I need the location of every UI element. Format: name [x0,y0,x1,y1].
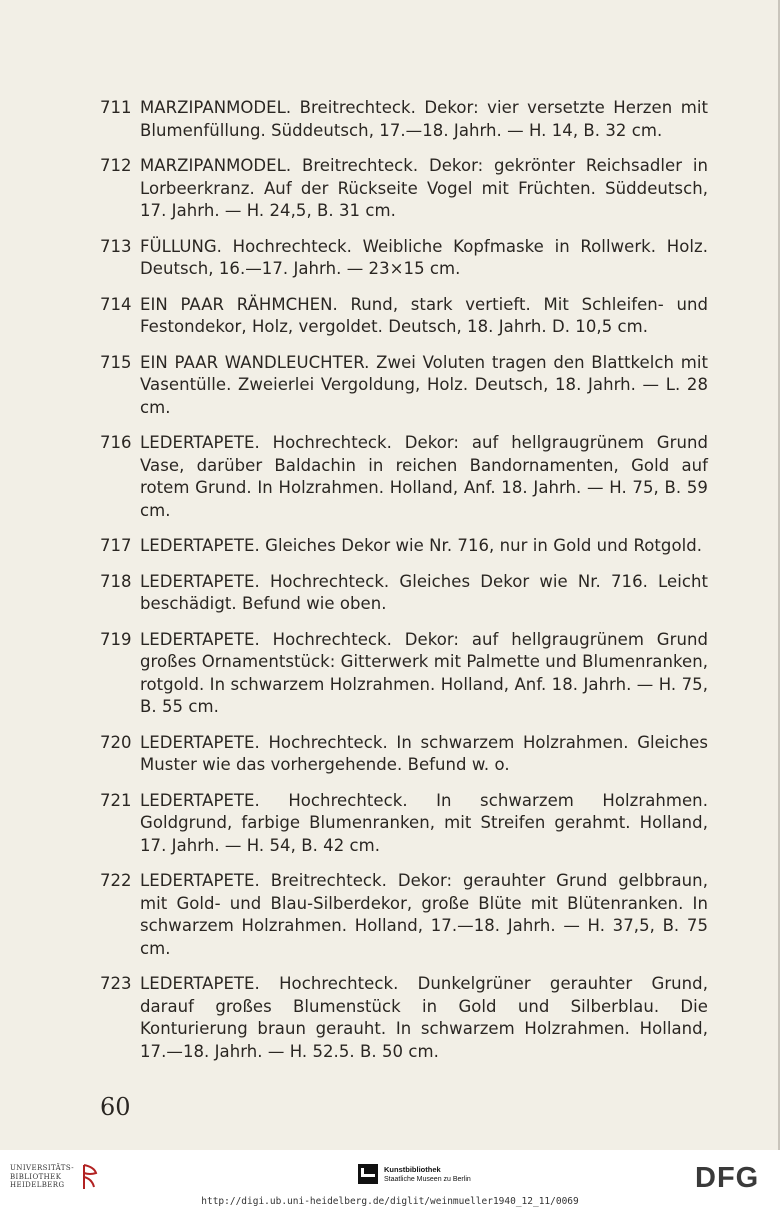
entry-number: 718 [100,571,132,591]
entry-number: 723 [100,974,132,993]
catalog-entry [100,352,708,420]
kunstbibliothek-logo[interactable] [358,1164,471,1184]
catalog-entry [100,973,708,1063]
entry-number: 721 [100,790,132,810]
entry-text: LEDERTAPETE. Hochrechteck. Dunkelgrüner gerauhter Grund, darauf großes Blumenstück in Gold und Silberblau. Die Konturierung braun gerauht. In schwarzem Holzrahmen. Holland, 17.—18. Jahrh. — H. 52.5. B. 50 cm. [140,974,708,1061]
entry-text: MARZIPANMODEL. Breitrechteck. Dekor: vier versetzte Herzen mit Blumenfüllung. Süddeutsch, 17.—18. Jahrh. — H. 14, B. 32 cm. [140,98,708,140]
catalog-entry [100,790,708,858]
catalog-entry [100,870,708,960]
kunstbibliothek-mark-icon [358,1164,378,1184]
entry-number: 715 [100,352,132,372]
dfg-text: DFG [695,1162,760,1192]
entry-text: EIN PAAR RÄHMCHEN. Rund, stark vertieft. Mit Schleifen- und Festondekor, Holz, vergoldet. Deutsch, 18. Jahrh. D. 10,5 cm. [140,294,708,336]
entry-number: 714 [100,294,132,314]
university-emblem-icon [80,1163,100,1191]
source-url[interactable]: http://digi.ub.uni-heidelberg.de/diglit/weinmueller1940_12_11/0069 [201,1196,579,1207]
university-line: UNIVERSITÄTS- [10,1164,75,1173]
entry-text: LEDERTAPETE. Hochrechteck. Dekor: auf hellgraugrünem Grund großes Ornamentstück: Gitterwerk mit Palmette und Blumenranken, rotgold. In schwarzem Holzrahmen. Holland, Anf. 18. Jahrh. — H. 75, B. 55 cm. [140,629,708,716]
entry-text: LEDERTAPETE. Hochrechteck. Dekor: auf hellgraugrünem Grund Vase, darüber Baldachin in reichen Bandornamenten, Gold auf rotem Grund. In Holzrahmen. Holland, Anf. 18. Jahrh. — H. 75, B. 59 cm. [140,433,708,520]
catalog-entry [100,97,708,142]
entry-number: 720 [100,732,132,752]
catalog-entry [100,294,708,339]
university-library-logo[interactable] [10,1163,100,1191]
catalog-entry [100,571,708,616]
entry-text: EIN PAAR WANDLEUCHTER. Zwei Voluten tragen den Blattkelch mit Vasentülle. Zweierlei Vergoldung, Holz. Deutsch, 18. Jahrh. — L. 28 cm. [140,352,708,417]
university-line: HEIDELBERG [10,1181,65,1190]
catalog-entry [100,535,708,558]
catalog-entry [100,629,708,719]
entry-number: 711 [100,98,132,117]
entry-text: MARZIPANMODEL. Breitrechteck. Dekor: gekrönter Reichsadler in Lorbeerkranz. Auf der Rückseite Vogel mit Früchten. Süddeutsch, 17. Jahrh. — H. 24,5, B. 31 cm. [140,156,708,220]
catalog-entry [100,236,708,281]
page-number: 60 [100,1093,131,1121]
entry-number: 722 [100,871,132,890]
dfg-logo-icon[interactable] [695,1162,767,1192]
catalog-entry [100,432,708,522]
entry-number: 719 [100,629,132,649]
entry-number: 712 [100,156,132,175]
entry-number: 716 [100,433,132,452]
entry-text: LEDERTAPETE. Breitrechteck. Dekor: gerauhter Grund gelbbraun, mit Gold- und Blau-Silberdekor, große Blüte mit Blütenranken. In schwarzem Holzrahmen. Holland, 17.—18. Jahrh. — H. 37,5, B. 75 cm. [140,871,708,958]
entry-text: LEDERTAPETE. Hochrechteck. In schwarzem Holzrahmen. Goldgrund, farbige Blumenranken, mit Streifen gerahmt. Holland, 17. Jahrh. — H. 54, B. 42 cm. [140,790,708,855]
entry-number: 713 [100,236,132,256]
entry-text: LEDERTAPETE. Hochrechteck. In schwarzem Holzrahmen. Gleiches Muster wie das vorhergehende. Befund w. o. [140,732,708,774]
library-name: Kunstbibliothek [384,1164,441,1174]
university-line: BIBLIOTHEK [10,1172,62,1181]
library-subtitle: Staatliche Museen zu Berlin [384,1175,471,1183]
catalog-entry [100,732,708,777]
entries-list [100,97,708,1076]
entry-text: LEDERTAPETE. Hochrechteck. Gleiches Dekor wie Nr. 716. Leicht beschädigt. Befund wie oben. [140,571,708,613]
entry-number: 717 [100,536,132,555]
catalog-entry [100,155,708,223]
footer-bar [0,1150,780,1210]
entry-text: LEDERTAPETE. Gleiches Dekor wie Nr. 716, nur in Gold und Rotgold. [140,536,703,555]
entry-text: FÜLLUNG. Hochrechteck. Weibliche Kopfmaske in Rollwerk. Holz. Deutsch, 16.—17. Jahrh. — 23×15 cm. [140,236,708,278]
